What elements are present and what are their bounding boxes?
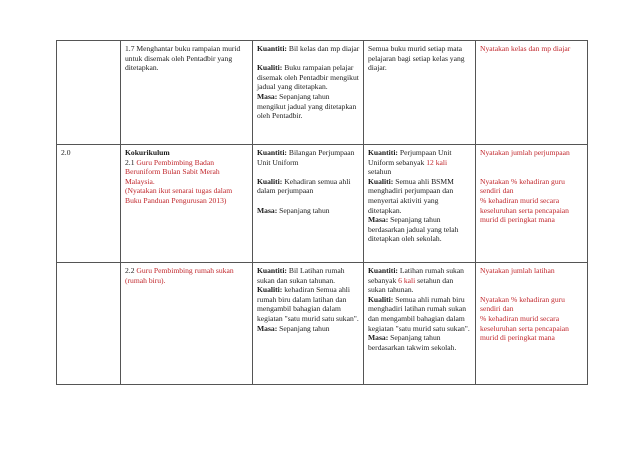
output-cell <box>364 145 476 263</box>
activity-item-number: 2.1 <box>125 157 135 167</box>
masa-label: Masa: <box>368 215 389 225</box>
input-cell <box>253 41 364 145</box>
activity-cell <box>121 41 253 145</box>
input-cell <box>253 263 364 385</box>
masa-text: Sepanjang tahun berdasarkan takwim sekolah. <box>368 333 457 352</box>
activity-note: (Nyatakan ikut senarai tugas dalam Buku Panduan Pengurusan 2013) <box>125 186 233 205</box>
kuantiti-label: Kuantiti: <box>257 266 287 275</box>
masa-text: Sepanjang tahun berdasarkan jadual yang telah ditetapkan oleh sekolah. <box>368 215 459 244</box>
activity-cell <box>121 263 253 385</box>
kuantiti-label: Kuantiti: <box>368 266 398 275</box>
kuantiti-suffix: setahun <box>368 167 392 177</box>
kualiti-text: Buku rampaian pelajar disemak oleh Pentadbir mengikut jadual yang ditetapkan. <box>257 63 359 92</box>
activity-item-text: Guru Pembimbing rumah sukan (rumah biru). <box>125 266 234 285</box>
evidence-line-3: % kehadiran murid secara keseluruhan serta pencapaian murid di peringkat mana <box>480 195 569 225</box>
table-row <box>57 41 588 145</box>
evidence-cell <box>476 145 588 263</box>
kuantiti-text: Latihan rumah sukan sebanyak <box>368 266 464 285</box>
masa-label: Masa: <box>257 91 278 101</box>
row-number: 2.0 <box>61 148 71 157</box>
output-text: Semua buku murid setiap mata pelajaran bagi setiap kelas yang diajar. <box>368 44 465 73</box>
row-number-cell <box>57 41 121 145</box>
evidence-line-2: Nyatakan % kehadiran guru sendiri dan <box>480 294 565 314</box>
output-cell <box>364 41 476 145</box>
masa-text: Sepanjang tahun <box>279 323 330 333</box>
masa-text: Sepanjang tahun <box>279 205 330 215</box>
kualiti-text: Semua ahli rumah biru menghadiri latihan rumah sukan dan mengambil bahagian dalam kegiatan "satu murid satu sukan". <box>368 294 470 333</box>
kuantiti-label: Kuantiti: <box>257 44 287 53</box>
kualiti-text: kehadiran Semua ahli rumah biru dalam latihan dan mengambil bahagian dalam kegiatan "satu murid satu sukan". <box>257 285 359 323</box>
kuantiti-text: Bilangan Perjumpaan Unit Uniform <box>257 148 355 167</box>
masa-text: Sepanjang tahun mengikut jadual yang ditetapkan oleh Pentadbir. <box>257 91 357 121</box>
kuantiti-text: Perjumpaan Unit Uniform sebanyak <box>368 148 452 167</box>
evidence-line-1: Nyatakan jumlah perjumpaan <box>480 148 570 157</box>
evidence-line-2: Nyatakan % kehadiran guru sendiri dan <box>480 176 565 196</box>
kualiti-label: Kualiti: <box>257 176 283 186</box>
activity-title: Kokurikulum <box>125 148 170 157</box>
activity-text: 1.7 Menghantar buku rampaian murid untuk disemak oleh Pentadbir yang ditetapkan. <box>125 44 241 73</box>
kualiti-label: Kualiti: <box>368 294 394 304</box>
skt-table <box>56 40 588 385</box>
evidence-line-3: % kehadiran murid secara keseluruhan serta pencapaian murid di peringkat mana <box>480 313 569 343</box>
activity-item-text: Guru Pembimbing Badan Beruniform Bulan Sabit Merah Malaysia. <box>125 157 220 186</box>
evidence-cell <box>476 41 588 145</box>
evidence-line-1: Nyatakan jumlah latihan <box>480 266 555 275</box>
masa-label: Masa: <box>257 205 278 215</box>
kuantiti-count: 12 kali <box>426 157 448 167</box>
kuantiti-label: Kuantiti: <box>257 148 287 157</box>
kuantiti-text: Bil kelas dan mp diajar <box>288 44 360 53</box>
kuantiti-label: Kuantiti: <box>368 148 398 157</box>
kuantiti-suffix: setahun dan sukan tahunan. <box>368 275 454 295</box>
kualiti-label: Kualiti: <box>257 63 283 73</box>
kualiti-label: Kualiti: <box>257 285 283 295</box>
kualiti-text: Kehadiran semua ahli dalam perjumpaan <box>257 176 351 196</box>
input-cell <box>253 145 364 263</box>
output-cell <box>364 263 476 385</box>
kuantiti-text: Bil Latihan rumah sukan dan sukan tahunan. <box>257 266 345 285</box>
table-row <box>57 145 588 263</box>
kualiti-text: Semua ahli BSMM menghadiri perjumpaan dan menyertai aktiviti yang ditetapkan. <box>368 176 454 215</box>
masa-label: Masa: <box>368 333 389 343</box>
row-number-cell <box>57 145 121 263</box>
evidence-text: Nyatakan kelas dan mp diajar <box>480 44 571 53</box>
row-number-cell <box>57 263 121 385</box>
activity-item-number: 2.2 <box>125 266 135 275</box>
masa-label: Masa: <box>257 323 278 333</box>
table-row <box>57 263 588 385</box>
kuantiti-count: 6 kali <box>398 275 416 285</box>
kualiti-label: Kualiti: <box>368 176 394 186</box>
activity-cell <box>121 145 253 263</box>
evidence-cell <box>476 263 588 385</box>
